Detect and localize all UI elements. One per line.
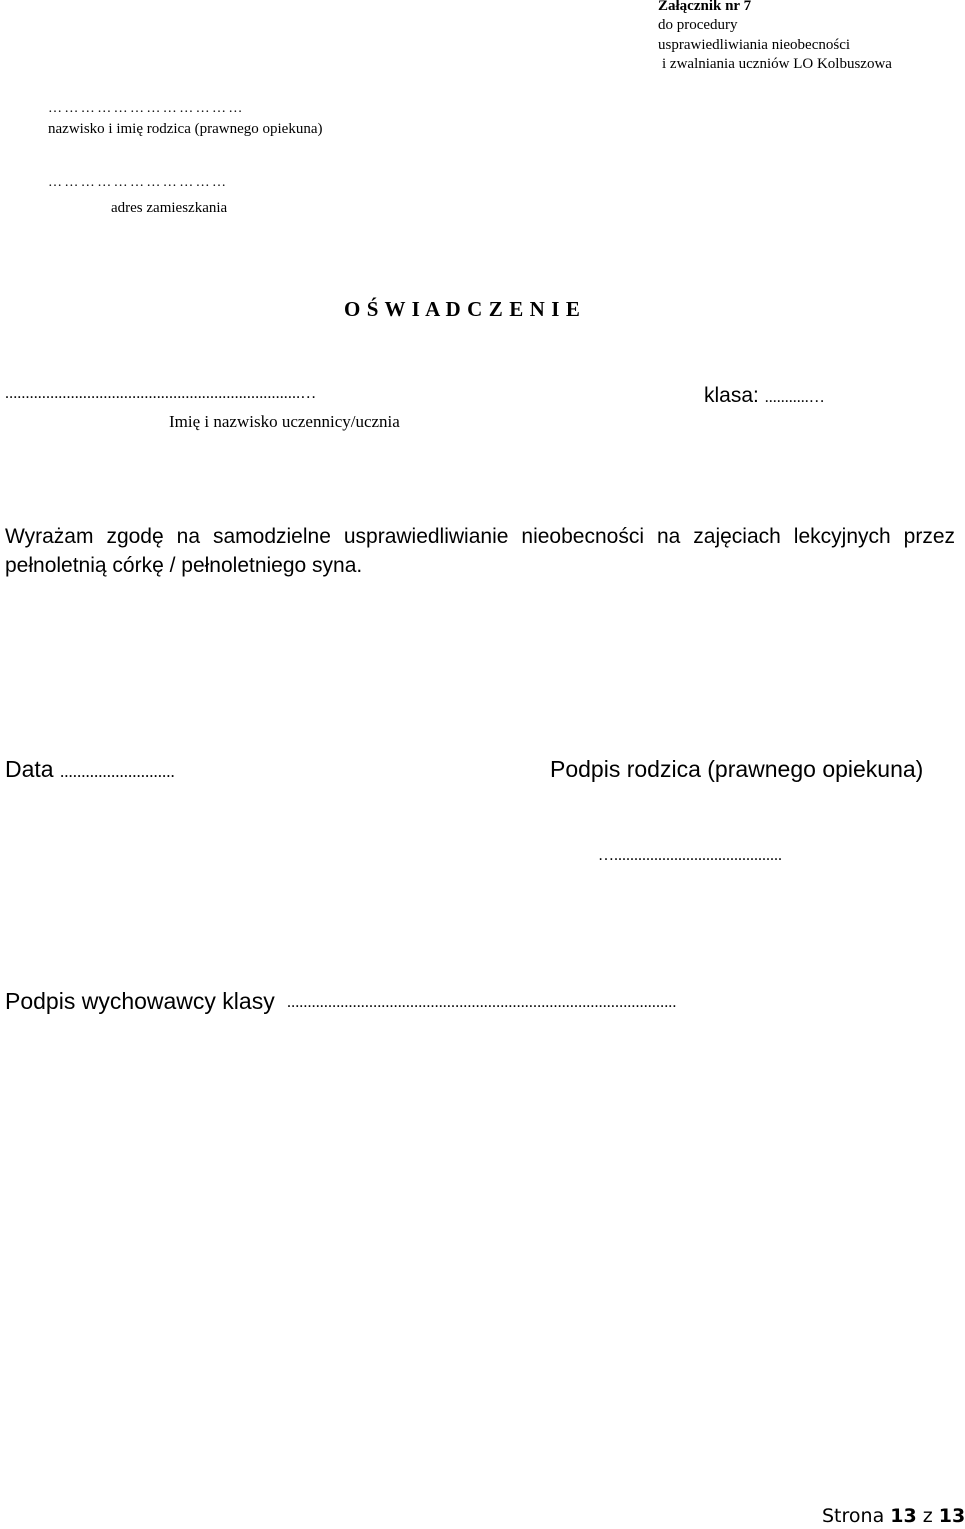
teacher-signature-field[interactable]: ............................................................................................... xyxy=(287,994,677,1011)
date-label: Data xyxy=(5,756,54,782)
annex-line-2: usprawiedliwiania nieobecności xyxy=(658,37,851,53)
parent-signature-label: Podpis rodzica (prawnego opiekuna) xyxy=(550,756,924,782)
date-input-dots[interactable]: ........................... xyxy=(59,762,175,781)
address-field[interactable]: …………………………… xyxy=(48,175,229,190)
page-current: 13 xyxy=(890,1505,917,1527)
class-field xyxy=(704,384,825,408)
page-separator: z xyxy=(922,1505,933,1527)
class-label: klasa: xyxy=(704,384,759,407)
document-title: O Ś W I A D C Z E N I E xyxy=(344,297,581,321)
address-caption: adres zamieszkania xyxy=(111,200,228,216)
page-number xyxy=(822,1505,965,1527)
page-prefix: Strona xyxy=(822,1505,885,1527)
annex-title: Załącznik nr 7 xyxy=(658,0,752,14)
teacher-signature-label: Podpis wychowawcy klasy xyxy=(5,988,275,1014)
consent-statement: Wyrażam zgodę na samodzielne usprawiedliwianie nieobecności na zajęciach lekcyjnych przez pełnoletnią córkę / pełnoletniego syna. xyxy=(5,525,955,577)
class-input-dots[interactable]: ...........… xyxy=(764,389,825,406)
date-field xyxy=(5,756,175,783)
parent-signature-field[interactable]: ….......................................... xyxy=(598,847,782,864)
parent-name-field[interactable]: ……………………………… xyxy=(48,101,245,116)
student-name-caption: Imię i nazwisko uczennicy/ucznia xyxy=(169,412,400,431)
annex-line-1: do procedury xyxy=(658,17,738,33)
page-total: 13 xyxy=(938,1505,965,1527)
parent-name-caption: nazwisko i imię rodzica (prawnego opiekuna) xyxy=(48,121,323,137)
annex-line-3: i zwalniania uczniów LO Kolbuszowa xyxy=(662,56,892,72)
student-name-field[interactable]: ........................................................................… xyxy=(5,385,317,402)
